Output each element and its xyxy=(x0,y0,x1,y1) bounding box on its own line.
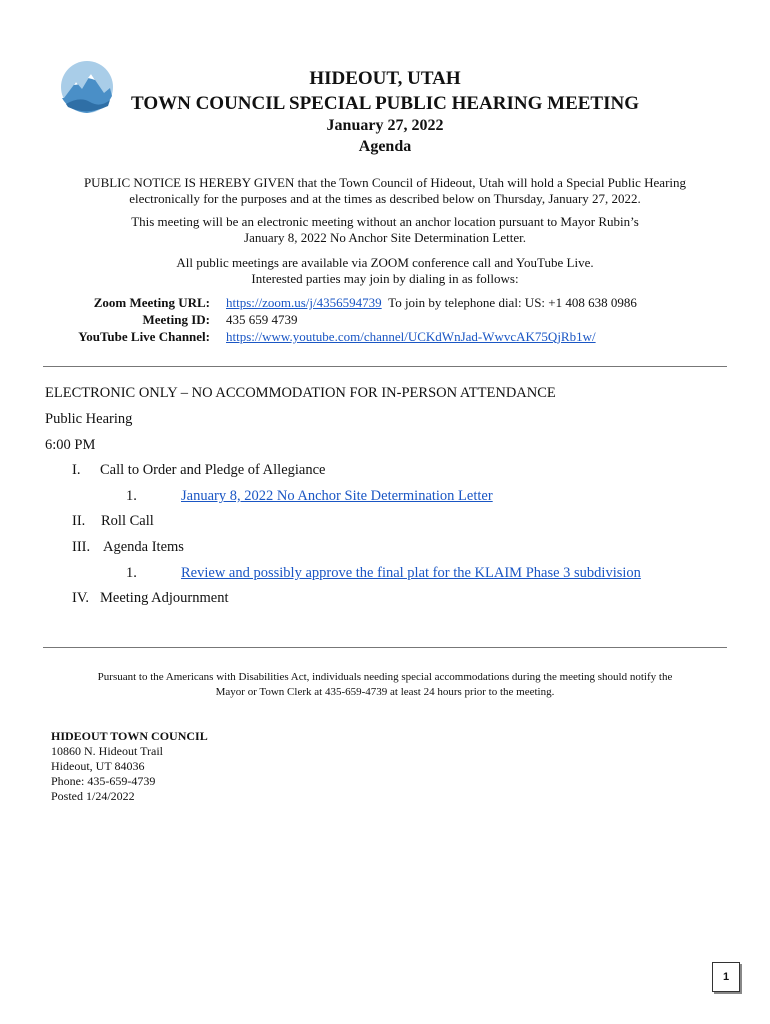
agenda-item-number: III. xyxy=(72,539,91,555)
ada-line: Mayor or Town Clerk at 435-659-4739 at least 24 hours prior to the meeting. xyxy=(215,686,555,698)
agenda-subitem-number: 1. xyxy=(126,565,137,581)
final-plat-link[interactable]: Review and possibly approve the final plat for the KLAIM Phase 3 subdivision xyxy=(181,565,641,581)
zoom-phone-text: To join by telephone dial: US: +1 408 638 0986 xyxy=(388,295,637,310)
agenda-item-number: I. xyxy=(72,462,81,478)
agenda-item-number: IV. xyxy=(72,590,90,606)
youtube-label: YouTube Live Channel: xyxy=(78,329,210,344)
zoom-url-label: Zoom Meeting URL: xyxy=(93,295,210,310)
meeting-time: 6:00 PM xyxy=(45,437,96,453)
agenda-item-label: Roll Call xyxy=(101,513,154,529)
ada-line: Pursuant to the Americans with Disabilities Act, individuals needing special accommodations during the meeting should notify the xyxy=(97,671,673,683)
meeting-title-heading: TOWN COUNCIL SPECIAL PUBLIC HEARING MEETING xyxy=(131,93,639,114)
meeting-id-label: Meeting ID: xyxy=(142,312,210,327)
agenda-item-label: Meeting Adjournment xyxy=(100,590,229,606)
notice-line: January 8, 2022 No Anchor Site Determination Letter. xyxy=(244,230,526,245)
section-divider xyxy=(43,647,727,648)
address-line: 10860 N. Hideout Trail xyxy=(51,744,164,758)
youtube-url-link[interactable]: https://www.youtube.com/channel/UCKdWnJad-WwvcAK75QjRb1w/ xyxy=(226,329,596,344)
anchor-site-letter-link[interactable]: January 8, 2022 No Anchor Site Determination Letter xyxy=(181,488,493,504)
section-divider xyxy=(43,366,727,367)
council-name: HIDEOUT TOWN COUNCIL xyxy=(51,729,208,743)
notice-line: This meeting will be an electronic meeting without an anchor location pursuant to Mayor Rubin’s xyxy=(131,214,639,229)
electronic-meeting-paragraph xyxy=(40,214,730,246)
phone-line: Phone: 435-659-4739 xyxy=(51,774,156,788)
agenda-item-label: Call to Order and Pledge of Allegiance xyxy=(100,462,326,478)
notice-line: Interested parties may join by dialing in as follows: xyxy=(251,271,519,286)
electronic-only-notice: ELECTRONIC ONLY – NO ACCOMMODATION FOR IN-PERSON ATTENDANCE xyxy=(45,385,556,401)
ada-notice xyxy=(40,670,730,700)
notice-line: electronically for the purposes and at the times as described below on Thursday, January 27, 2022. xyxy=(129,191,641,206)
zoom-url-link[interactable]: https://zoom.us/j/4356594739 xyxy=(226,295,382,310)
agenda-item-label: Agenda Items xyxy=(103,539,184,555)
youtube-row xyxy=(226,329,596,345)
section-heading: Public Hearing xyxy=(45,411,133,427)
public-notice-paragraph xyxy=(40,175,730,207)
agenda-heading: Agenda xyxy=(358,138,412,155)
zoom-availability-paragraph xyxy=(40,255,730,287)
council-contact-block xyxy=(51,729,208,804)
notice-line: PUBLIC NOTICE IS HEREBY GIVEN that the Town Council of Hideout, Utah will hold a Special Public Hearing xyxy=(83,175,687,190)
agenda-item-number: II. xyxy=(72,513,86,529)
agenda-subitem-number: 1. xyxy=(126,488,137,504)
meeting-date: January 27, 2022 xyxy=(326,117,444,134)
posted-date: Posted 1/24/2022 xyxy=(51,789,135,803)
page-number-badge: 1 xyxy=(712,962,740,992)
town-name-heading: HIDEOUT, UTAH xyxy=(309,68,461,89)
zoom-info-row xyxy=(226,295,637,311)
address-line: Hideout, UT 84036 xyxy=(51,759,145,773)
notice-line: All public meetings are available via ZOOM conference call and YouTube Live. xyxy=(176,255,594,270)
meeting-id-value: 435 659 4739 xyxy=(226,312,298,327)
